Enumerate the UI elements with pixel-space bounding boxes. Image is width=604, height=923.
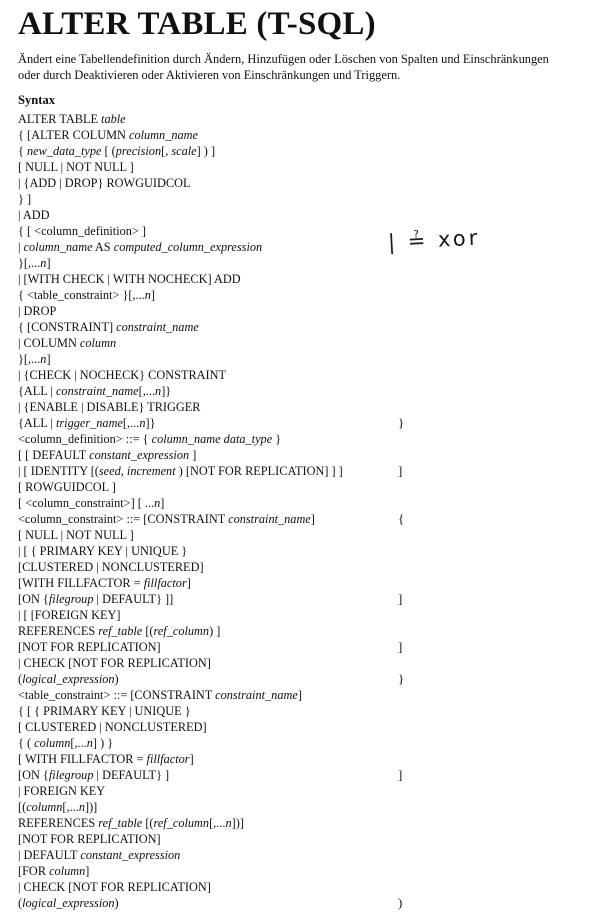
syntax-line (18, 559, 408, 575)
syntax-line (18, 639, 408, 655)
syntax-placeholder: fillfactor (143, 576, 187, 590)
syntax-keyword-text: REFERENCES (18, 816, 99, 830)
syntax-placeholder: scale (171, 144, 197, 158)
syntax-keyword-text: ]} (145, 416, 156, 430)
syntax-keyword-text: ( (18, 896, 23, 910)
syntax-keyword-text: ( (18, 672, 23, 686)
syntax-keyword-text: ) (114, 672, 119, 686)
syntax-line (18, 335, 408, 351)
syntax-line (18, 463, 408, 479)
syntax-line (18, 239, 408, 255)
syntax-keyword-text: [ NULL | NOT NULL ] (18, 160, 134, 174)
syntax-keyword-text: }[,... (18, 256, 41, 270)
syntax-keyword-text: | CHECK [NOT FOR REPLICATION] (18, 880, 211, 894)
syntax-heading: Syntax (18, 93, 56, 107)
syntax-keyword-text: ])] (84, 800, 98, 814)
syntax-keyword-text: { <table_constraint> }[,... (18, 288, 145, 302)
syntax-placeholder: new_data_type (26, 144, 102, 158)
syntax-keyword-text: [ [ DEFAULT (18, 448, 90, 462)
syntax-line (18, 719, 408, 735)
syntax-line (18, 159, 408, 175)
syntax-placeholder: constraint_name (215, 688, 298, 702)
syntax-placeholder: column_name (23, 240, 93, 254)
syntax-placeholder: n (155, 384, 162, 398)
syntax-keyword-text: | DEFAULT (18, 848, 81, 862)
intro-line: Ändert eine Tabellendefinition durch Ändern, Hinzufügen oder Löschen von Spalten und Einschränkungen (18, 52, 549, 66)
syntax-keyword-text: <table_constraint> ::= [CONSTRAINT (18, 688, 216, 702)
syntax-line (18, 511, 408, 527)
syntax-line (18, 175, 408, 191)
syntax-keyword-text: { [ <column_definition> ] (18, 224, 147, 238)
intro-paragraph (18, 52, 600, 83)
syntax-placeholder: trigger_name (55, 416, 123, 430)
syntax-keyword-text: | {CHECK | NOCHECK} CONSTRAINT (18, 368, 227, 382)
syntax-placeholder: column (26, 800, 63, 814)
syntax-placeholder: ref_column (153, 816, 210, 830)
syntax-line (18, 607, 408, 623)
syntax-keyword-text: | {ENABLE | DISABLE} TRIGGER (18, 400, 201, 414)
syntax-placeholder: filegroup (48, 768, 94, 782)
syntax-placeholder: n (154, 496, 161, 510)
syntax-keyword-text: ] (150, 288, 156, 302)
syntax-keyword-text: | DEFAULT} ]] (93, 592, 174, 606)
syntax-keyword-text: ) ] (209, 624, 221, 638)
syntax-line (18, 399, 408, 415)
syntax-keyword-text: { ( (18, 736, 35, 750)
syntax-placeholder: n (139, 416, 146, 430)
syntax-line (18, 655, 408, 671)
syntax-line (18, 847, 408, 863)
syntax-line (18, 751, 408, 767)
syntax-placeholder: n (144, 288, 151, 302)
syntax-line (18, 303, 408, 319)
syntax-keyword-text: <column_constraint> ::= [CONSTRAINT (18, 512, 229, 526)
syntax-keyword-text: | COLUMN (18, 336, 80, 350)
syntax-keyword-text: | [ { PRIMARY KEY | UNIQUE } (18, 544, 188, 558)
syntax-line (18, 207, 408, 223)
syntax-placeholder: increment (126, 464, 176, 478)
syntax-keyword-text: , (120, 464, 127, 478)
syntax-keyword-text: [NOT FOR REPLICATION] (18, 640, 161, 654)
syntax-keyword-text: [ CLUSTERED | NONCLUSTERED] (18, 720, 207, 734)
syntax-keyword-text: }[,... (18, 352, 41, 366)
syntax-keyword-text: [( (142, 816, 154, 830)
syntax-line (18, 447, 408, 463)
syntax-keyword-text: { (18, 144, 27, 158)
syntax-line (18, 703, 408, 719)
syntax-keyword-text: {ALL | (18, 416, 56, 430)
syntax-keyword-text: | FOREIGN KEY (18, 784, 106, 798)
syntax-keyword-text: [( (18, 800, 27, 814)
syntax-placeholder: n (78, 800, 85, 814)
syntax-line (18, 127, 408, 143)
syntax-placeholder: n (40, 352, 47, 366)
syntax-keyword-text: [ WITH FILLFACTOR = (18, 752, 147, 766)
syntax-keyword-text: | {ADD | DROP} ROWGUIDCOL (18, 176, 191, 190)
margin-bracket: } (398, 415, 405, 430)
margin-bracket: ] (398, 767, 403, 782)
syntax-keyword-text: ) (114, 896, 119, 910)
syntax-placeholder: seed (98, 464, 121, 478)
syntax-placeholder: column (79, 336, 117, 350)
syntax-keyword-text: ] ) } (92, 736, 114, 750)
syntax-line (18, 687, 408, 703)
syntax-keyword-text: { [CONSTRAINT] (18, 320, 117, 334)
syntax-keyword-text: ] (46, 256, 51, 270)
syntax-placeholder: filegroup (48, 592, 94, 606)
margin-bracket: ] (398, 639, 403, 654)
syntax-keyword-text: [FOR (18, 864, 50, 878)
syntax-keyword-text: | [ IDENTITY [( (18, 464, 99, 478)
syntax-keyword-text: AS (92, 240, 114, 254)
syntax-keyword-text: ] (160, 496, 165, 510)
syntax-placeholder: table (101, 112, 126, 126)
syntax-keyword-text: ] (297, 688, 302, 702)
syntax-line (18, 591, 408, 607)
syntax-placeholder: computed_column_expression (113, 240, 263, 254)
margin-bracket: ] (398, 463, 403, 478)
syntax-placeholder: column (49, 864, 86, 878)
syntax-placeholder: constraint_name (228, 512, 311, 526)
syntax-placeholder: constant_expression (89, 448, 190, 462)
syntax-block (18, 111, 408, 911)
syntax-placeholder: n (225, 816, 232, 830)
handwritten-note: | ≟ xor (387, 225, 481, 255)
syntax-keyword-text: ] (189, 448, 197, 462)
syntax-keyword-text: [,... (138, 384, 156, 398)
syntax-line (18, 783, 408, 799)
syntax-line (18, 431, 408, 447)
syntax-line (18, 415, 408, 431)
syntax-line (18, 479, 408, 495)
syntax-keyword-text: [,... (209, 816, 226, 830)
syntax-placeholder: ref_table (98, 624, 143, 638)
syntax-keyword-text: | DEFAULT} ] (93, 768, 170, 782)
margin-bracket: } (398, 671, 405, 686)
syntax-keyword-text: | ADD (18, 208, 50, 222)
syntax-line (18, 575, 408, 591)
syntax-line (18, 815, 408, 831)
syntax-keyword-text: [CLUSTERED | NONCLUSTERED] (18, 560, 204, 574)
syntax-keyword-text: [NOT FOR REPLICATION] (18, 832, 161, 846)
syntax-line (18, 319, 408, 335)
syntax-line (18, 895, 408, 911)
syntax-keyword-text: | CHECK [NOT FOR REPLICATION] (18, 656, 211, 670)
syntax-keyword-text: {ALL | (18, 384, 56, 398)
syntax-keyword-text: | (18, 240, 24, 254)
syntax-line (18, 143, 408, 159)
syntax-placeholder: fillfactor (146, 752, 190, 766)
syntax-placeholder: column_name data_type (151, 432, 273, 446)
syntax-placeholder: precision (115, 144, 162, 158)
syntax-line (18, 735, 408, 751)
intro-line: oder durch Deaktivieren oder Aktivieren von Einschränkungen und Triggern. (18, 67, 401, 82)
syntax-line (18, 767, 408, 783)
syntax-placeholder: logical_expression (22, 672, 115, 686)
syntax-keyword-text: ])] (231, 816, 244, 830)
syntax-placeholder: n (40, 256, 47, 270)
syntax-line (18, 543, 408, 559)
syntax-keyword-text: [ ( (101, 144, 116, 158)
syntax-keyword-text: } (272, 432, 282, 446)
syntax-keyword-text: | [WITH CHECK | WITH NOCHECK] ADD (18, 272, 241, 286)
syntax-line (18, 671, 408, 687)
syntax-line (18, 367, 408, 383)
syntax-placeholder: column_name (129, 128, 198, 142)
syntax-placeholder: column (34, 736, 71, 750)
syntax-line (18, 879, 408, 895)
syntax-keyword-text: ]} (161, 384, 172, 398)
syntax-keyword-text: [ON { (18, 592, 49, 606)
syntax-keyword-text: [,... (122, 416, 140, 430)
syntax-placeholder: constant_expression (80, 848, 181, 862)
syntax-line (18, 287, 408, 303)
syntax-line (18, 383, 408, 399)
syntax-placeholder: n (86, 736, 93, 750)
syntax-keyword-text: [,... (70, 736, 87, 750)
syntax-keyword-text: ] (46, 352, 51, 366)
syntax-line (18, 623, 408, 639)
syntax-keyword-text: { [ { PRIMARY KEY | UNIQUE } (18, 704, 191, 718)
syntax-line (18, 191, 408, 207)
syntax-line (18, 527, 408, 543)
syntax-line (18, 495, 408, 511)
syntax-line (18, 111, 408, 127)
margin-bracket: ) (398, 895, 403, 910)
syntax-keyword-text: [ ROWGUIDCOL ] (18, 480, 116, 494)
syntax-placeholder: logical_expression (22, 896, 115, 910)
syntax-keyword-text: [WITH FILLFACTOR = (18, 576, 144, 590)
syntax-keyword-text: REFERENCES (18, 624, 99, 638)
syntax-line (18, 351, 408, 367)
syntax-keyword-text: } ] (18, 192, 32, 206)
syntax-keyword-text: [( (142, 624, 154, 638)
syntax-keyword-text: ] ) ] (196, 144, 216, 158)
syntax-line (18, 863, 408, 879)
syntax-line (18, 255, 408, 271)
margin-bracket: { (398, 511, 405, 526)
margin-bracket: ] (398, 591, 403, 606)
syntax-line (18, 831, 408, 847)
syntax-keyword-text: [ <column_constraint>] [ ... (18, 496, 155, 510)
syntax-keyword-text: [,... (62, 800, 79, 814)
syntax-keyword-text: [ NULL | NOT NULL ] (18, 528, 134, 542)
syntax-keyword-text: { [ALTER COLUMN (18, 128, 129, 142)
syntax-keyword-text: <column_definition> ::= { (18, 432, 152, 446)
syntax-keyword-text: [ON { (18, 768, 49, 782)
syntax-keyword-text: ALTER TABLE (18, 112, 102, 126)
syntax-keyword-text: ] (189, 752, 194, 766)
syntax-keyword-text: ] (85, 864, 90, 878)
syntax-line (18, 223, 408, 239)
syntax-line (18, 799, 408, 815)
syntax-keyword-text: ) [NOT FOR REPLICATION] ] ] (175, 464, 343, 478)
syntax-line (18, 271, 408, 287)
syntax-keyword-text: | DROP (18, 304, 57, 318)
syntax-keyword-text: ] (186, 576, 191, 590)
page-title: ALTER TABLE (T-SQL) (18, 6, 376, 42)
syntax-placeholder: constraint_name (116, 320, 199, 334)
syntax-placeholder: ref_column (153, 624, 210, 638)
syntax-keyword-text: ] (310, 512, 315, 526)
syntax-placeholder: constraint_name (55, 384, 139, 398)
syntax-keyword-text: [, (161, 144, 172, 158)
syntax-placeholder: ref_table (98, 816, 143, 830)
syntax-keyword-text: | [ [FOREIGN KEY] (18, 608, 121, 622)
